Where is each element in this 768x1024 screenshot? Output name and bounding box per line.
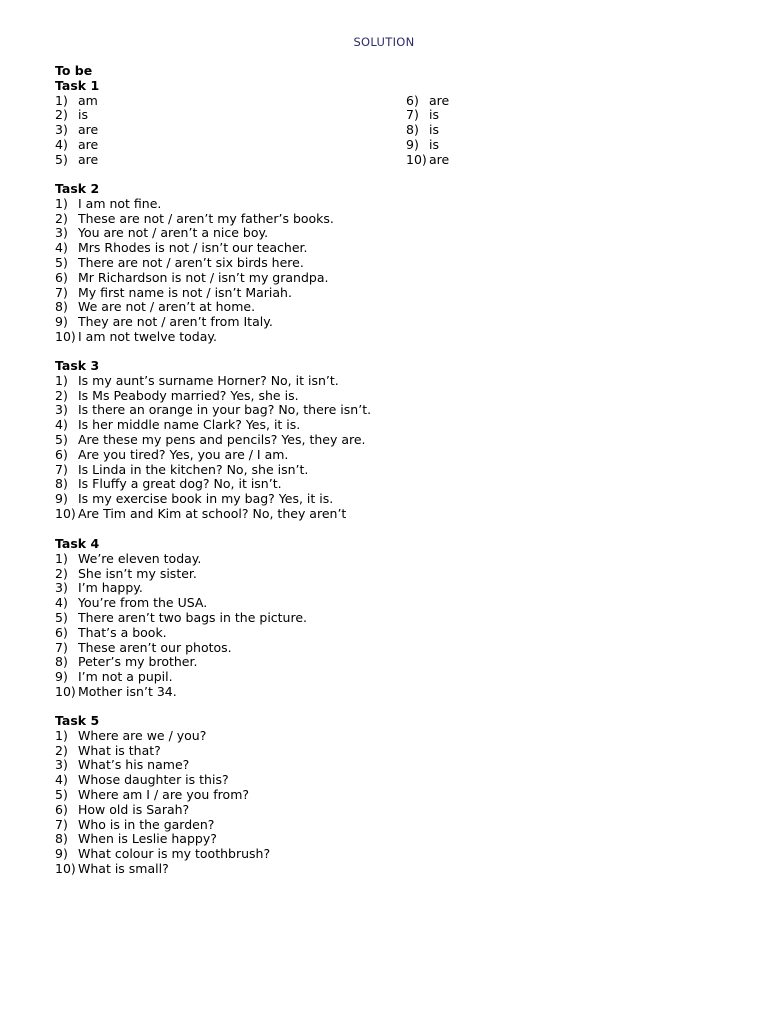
item-number: 5) xyxy=(55,151,68,167)
item-number: 8) xyxy=(55,654,68,670)
list-item xyxy=(55,507,371,522)
list-item xyxy=(406,94,449,109)
item-text: are xyxy=(429,151,450,167)
item-number: 1) xyxy=(55,92,68,108)
list-item xyxy=(55,862,270,877)
task2-heading: Task 2 xyxy=(55,181,100,196)
list-item xyxy=(55,197,334,212)
list-item xyxy=(55,788,270,803)
item-number: 7) xyxy=(55,816,68,832)
item-text: Is her middle name Clark? Yes, it is. xyxy=(78,417,301,433)
item-number: 4) xyxy=(55,240,68,256)
item-number: 1) xyxy=(55,372,68,388)
item-number: 6) xyxy=(55,446,68,462)
task1-section xyxy=(55,64,99,168)
item-text: I’m not a pupil. xyxy=(78,669,173,685)
item-text: When is Leslie happy? xyxy=(78,831,217,847)
list-item xyxy=(55,315,334,330)
item-text: Is my aunt’s surname Horner? No, it isn’t. xyxy=(78,372,339,388)
item-text: Is my exercise book in my bag? Yes, it is. xyxy=(78,491,334,507)
list-item xyxy=(55,123,99,138)
item-text: Is Linda in the kitchen? No, she isn’t. xyxy=(78,461,309,477)
item-text: I’m happy. xyxy=(78,580,143,596)
list-item xyxy=(55,803,270,818)
task3-heading: Task 3 xyxy=(55,358,100,373)
item-text: are xyxy=(78,151,99,167)
item-text: Mother isn’t 34. xyxy=(78,683,177,699)
item-text: Who is in the garden? xyxy=(78,816,215,832)
task1-heading: Task 1 xyxy=(55,77,100,93)
document-title: SOLUTION xyxy=(353,35,415,49)
item-text: Are you tired? Yes, you are / I am. xyxy=(78,446,289,462)
list-item xyxy=(55,655,307,670)
item-number: 3) xyxy=(55,580,68,596)
item-number: 8) xyxy=(406,122,419,138)
item-number: 3) xyxy=(55,402,68,418)
item-text: What’s his name? xyxy=(78,757,190,773)
section-heading-to-be: To be xyxy=(55,63,93,78)
list-item xyxy=(55,744,270,759)
item-text: Mrs Rhodes is not / isn’t our teacher. xyxy=(78,240,308,256)
item-text: There aren’t two bags in the picture. xyxy=(78,609,308,625)
list-item xyxy=(55,685,307,700)
item-number: 6) xyxy=(55,624,68,640)
list-item xyxy=(55,300,334,315)
list-item xyxy=(406,123,449,138)
task1-list-col1 xyxy=(55,94,99,168)
item-number: 6) xyxy=(55,801,68,817)
item-text: Is there an orange in your bag? No, there isn’t. xyxy=(78,402,372,418)
item-number: 5) xyxy=(55,431,68,447)
list-item xyxy=(55,153,99,168)
item-number: 8) xyxy=(55,299,68,315)
item-text: I am not fine. xyxy=(78,195,162,211)
list-item xyxy=(55,670,307,685)
list-item xyxy=(55,463,371,478)
list-item xyxy=(55,492,371,507)
list-item xyxy=(55,108,99,123)
task5-list xyxy=(55,729,270,877)
item-number: 10) xyxy=(55,860,76,876)
list-item xyxy=(55,433,371,448)
list-item xyxy=(55,729,270,744)
item-number: 3) xyxy=(55,225,68,241)
list-item xyxy=(55,389,371,404)
item-text: What is small? xyxy=(78,860,169,876)
item-number: 7) xyxy=(55,284,68,300)
item-text: is xyxy=(78,107,88,123)
item-number: 8) xyxy=(55,476,68,492)
list-item xyxy=(55,256,334,271)
item-text: is xyxy=(429,136,439,152)
item-number: 4) xyxy=(55,417,68,433)
task3-section xyxy=(55,359,371,522)
task2-list xyxy=(55,197,334,345)
item-text: Are these my pens and pencils? Yes, they are. xyxy=(78,431,366,447)
item-text: She isn’t my sister. xyxy=(78,565,197,581)
task2-section xyxy=(55,182,334,345)
list-item xyxy=(55,818,270,833)
list-item xyxy=(55,611,307,626)
item-number: 10) xyxy=(55,328,76,344)
item-text: There are not / aren’t six birds here. xyxy=(78,254,304,270)
item-text: You are not / aren’t a nice boy. xyxy=(78,225,269,241)
item-text: is xyxy=(429,107,439,123)
list-item xyxy=(55,596,307,611)
list-item xyxy=(55,581,307,596)
item-text: Mr Richardson is not / isn’t my grandpa. xyxy=(78,269,329,285)
list-item xyxy=(55,374,371,389)
item-text: I am not twelve today. xyxy=(78,328,217,344)
list-item xyxy=(55,773,270,788)
item-number: 9) xyxy=(406,136,419,152)
item-number: 9) xyxy=(55,491,68,507)
item-text: These aren’t our photos. xyxy=(78,639,232,655)
list-item xyxy=(55,448,371,463)
item-number: 2) xyxy=(55,742,68,758)
list-item xyxy=(55,477,371,492)
list-item xyxy=(55,330,334,345)
item-text: Peter’s my brother. xyxy=(78,654,198,670)
item-number: 3) xyxy=(55,757,68,773)
task5-heading: Task 5 xyxy=(55,713,100,728)
list-item xyxy=(406,108,449,123)
list-item xyxy=(406,153,449,168)
task5-section xyxy=(55,714,270,877)
item-text: How old is Sarah? xyxy=(78,801,190,817)
task3-list xyxy=(55,374,371,522)
item-number: 9) xyxy=(55,669,68,685)
item-text: Is Ms Peabody married? Yes, she is. xyxy=(78,387,299,403)
list-item xyxy=(55,403,371,418)
item-number: 1) xyxy=(55,195,68,211)
item-text: Are Tim and Kim at school? No, they aren’t xyxy=(78,505,347,521)
list-item xyxy=(55,567,307,582)
item-number: 4) xyxy=(55,595,68,611)
item-number: 8) xyxy=(55,831,68,847)
item-number: 1) xyxy=(55,550,68,566)
item-text: Where am I / are you from? xyxy=(78,786,250,802)
item-number: 4) xyxy=(55,772,68,788)
list-item xyxy=(55,418,371,433)
item-text: They are not / aren’t from Italy. xyxy=(78,314,273,330)
list-item xyxy=(55,641,307,656)
item-number: 2) xyxy=(55,210,68,226)
item-text: is xyxy=(429,122,439,138)
item-number: 3) xyxy=(55,122,68,138)
list-item xyxy=(55,241,334,256)
list-item xyxy=(55,758,270,773)
item-text: Where are we / you? xyxy=(78,727,207,743)
item-text: We are not / aren’t at home. xyxy=(78,299,256,315)
item-number: 4) xyxy=(55,136,68,152)
list-item xyxy=(55,138,99,153)
item-number: 9) xyxy=(55,846,68,862)
item-number: 10) xyxy=(406,151,427,167)
item-text: am xyxy=(78,92,98,108)
list-item xyxy=(55,286,334,301)
item-text: are xyxy=(78,122,99,138)
item-text: We’re eleven today. xyxy=(78,550,202,566)
item-text: are xyxy=(78,136,99,152)
item-number: 2) xyxy=(55,387,68,403)
item-number: 7) xyxy=(55,461,68,477)
item-number: 1) xyxy=(55,727,68,743)
item-number: 6) xyxy=(406,92,419,108)
task4-list xyxy=(55,552,307,700)
task4-heading: Task 4 xyxy=(55,536,100,551)
item-number: 10) xyxy=(55,683,76,699)
list-item xyxy=(406,138,449,153)
item-number: 7) xyxy=(406,107,419,123)
list-item xyxy=(55,832,270,847)
item-number: 2) xyxy=(55,107,68,123)
item-text: You’re from the USA. xyxy=(78,595,208,611)
item-text: What colour is my toothbrush? xyxy=(78,846,271,862)
list-item xyxy=(55,226,334,241)
task4-section xyxy=(55,537,307,700)
item-text: My first name is not / isn’t Mariah. xyxy=(78,284,292,300)
item-text: That’s a book. xyxy=(78,624,167,640)
item-number: 5) xyxy=(55,786,68,802)
item-number: 10) xyxy=(55,505,76,521)
item-number: 9) xyxy=(55,314,68,330)
item-text: What is that? xyxy=(78,742,161,758)
list-item xyxy=(55,847,270,862)
item-text: These are not / aren’t my father’s books. xyxy=(78,210,334,226)
task1-list-col2 xyxy=(406,94,449,168)
item-text: Whose daughter is this? xyxy=(78,772,229,788)
item-text: are xyxy=(429,92,450,108)
item-number: 2) xyxy=(55,565,68,581)
list-item xyxy=(55,94,99,109)
list-item xyxy=(55,552,307,567)
list-item xyxy=(55,212,334,227)
item-number: 5) xyxy=(55,254,68,270)
list-item xyxy=(55,271,334,286)
item-text: Is Fluffy a great dog? No, it isn’t. xyxy=(78,476,282,492)
item-number: 5) xyxy=(55,609,68,625)
item-number: 7) xyxy=(55,639,68,655)
list-item xyxy=(55,626,307,641)
item-number: 6) xyxy=(55,269,68,285)
